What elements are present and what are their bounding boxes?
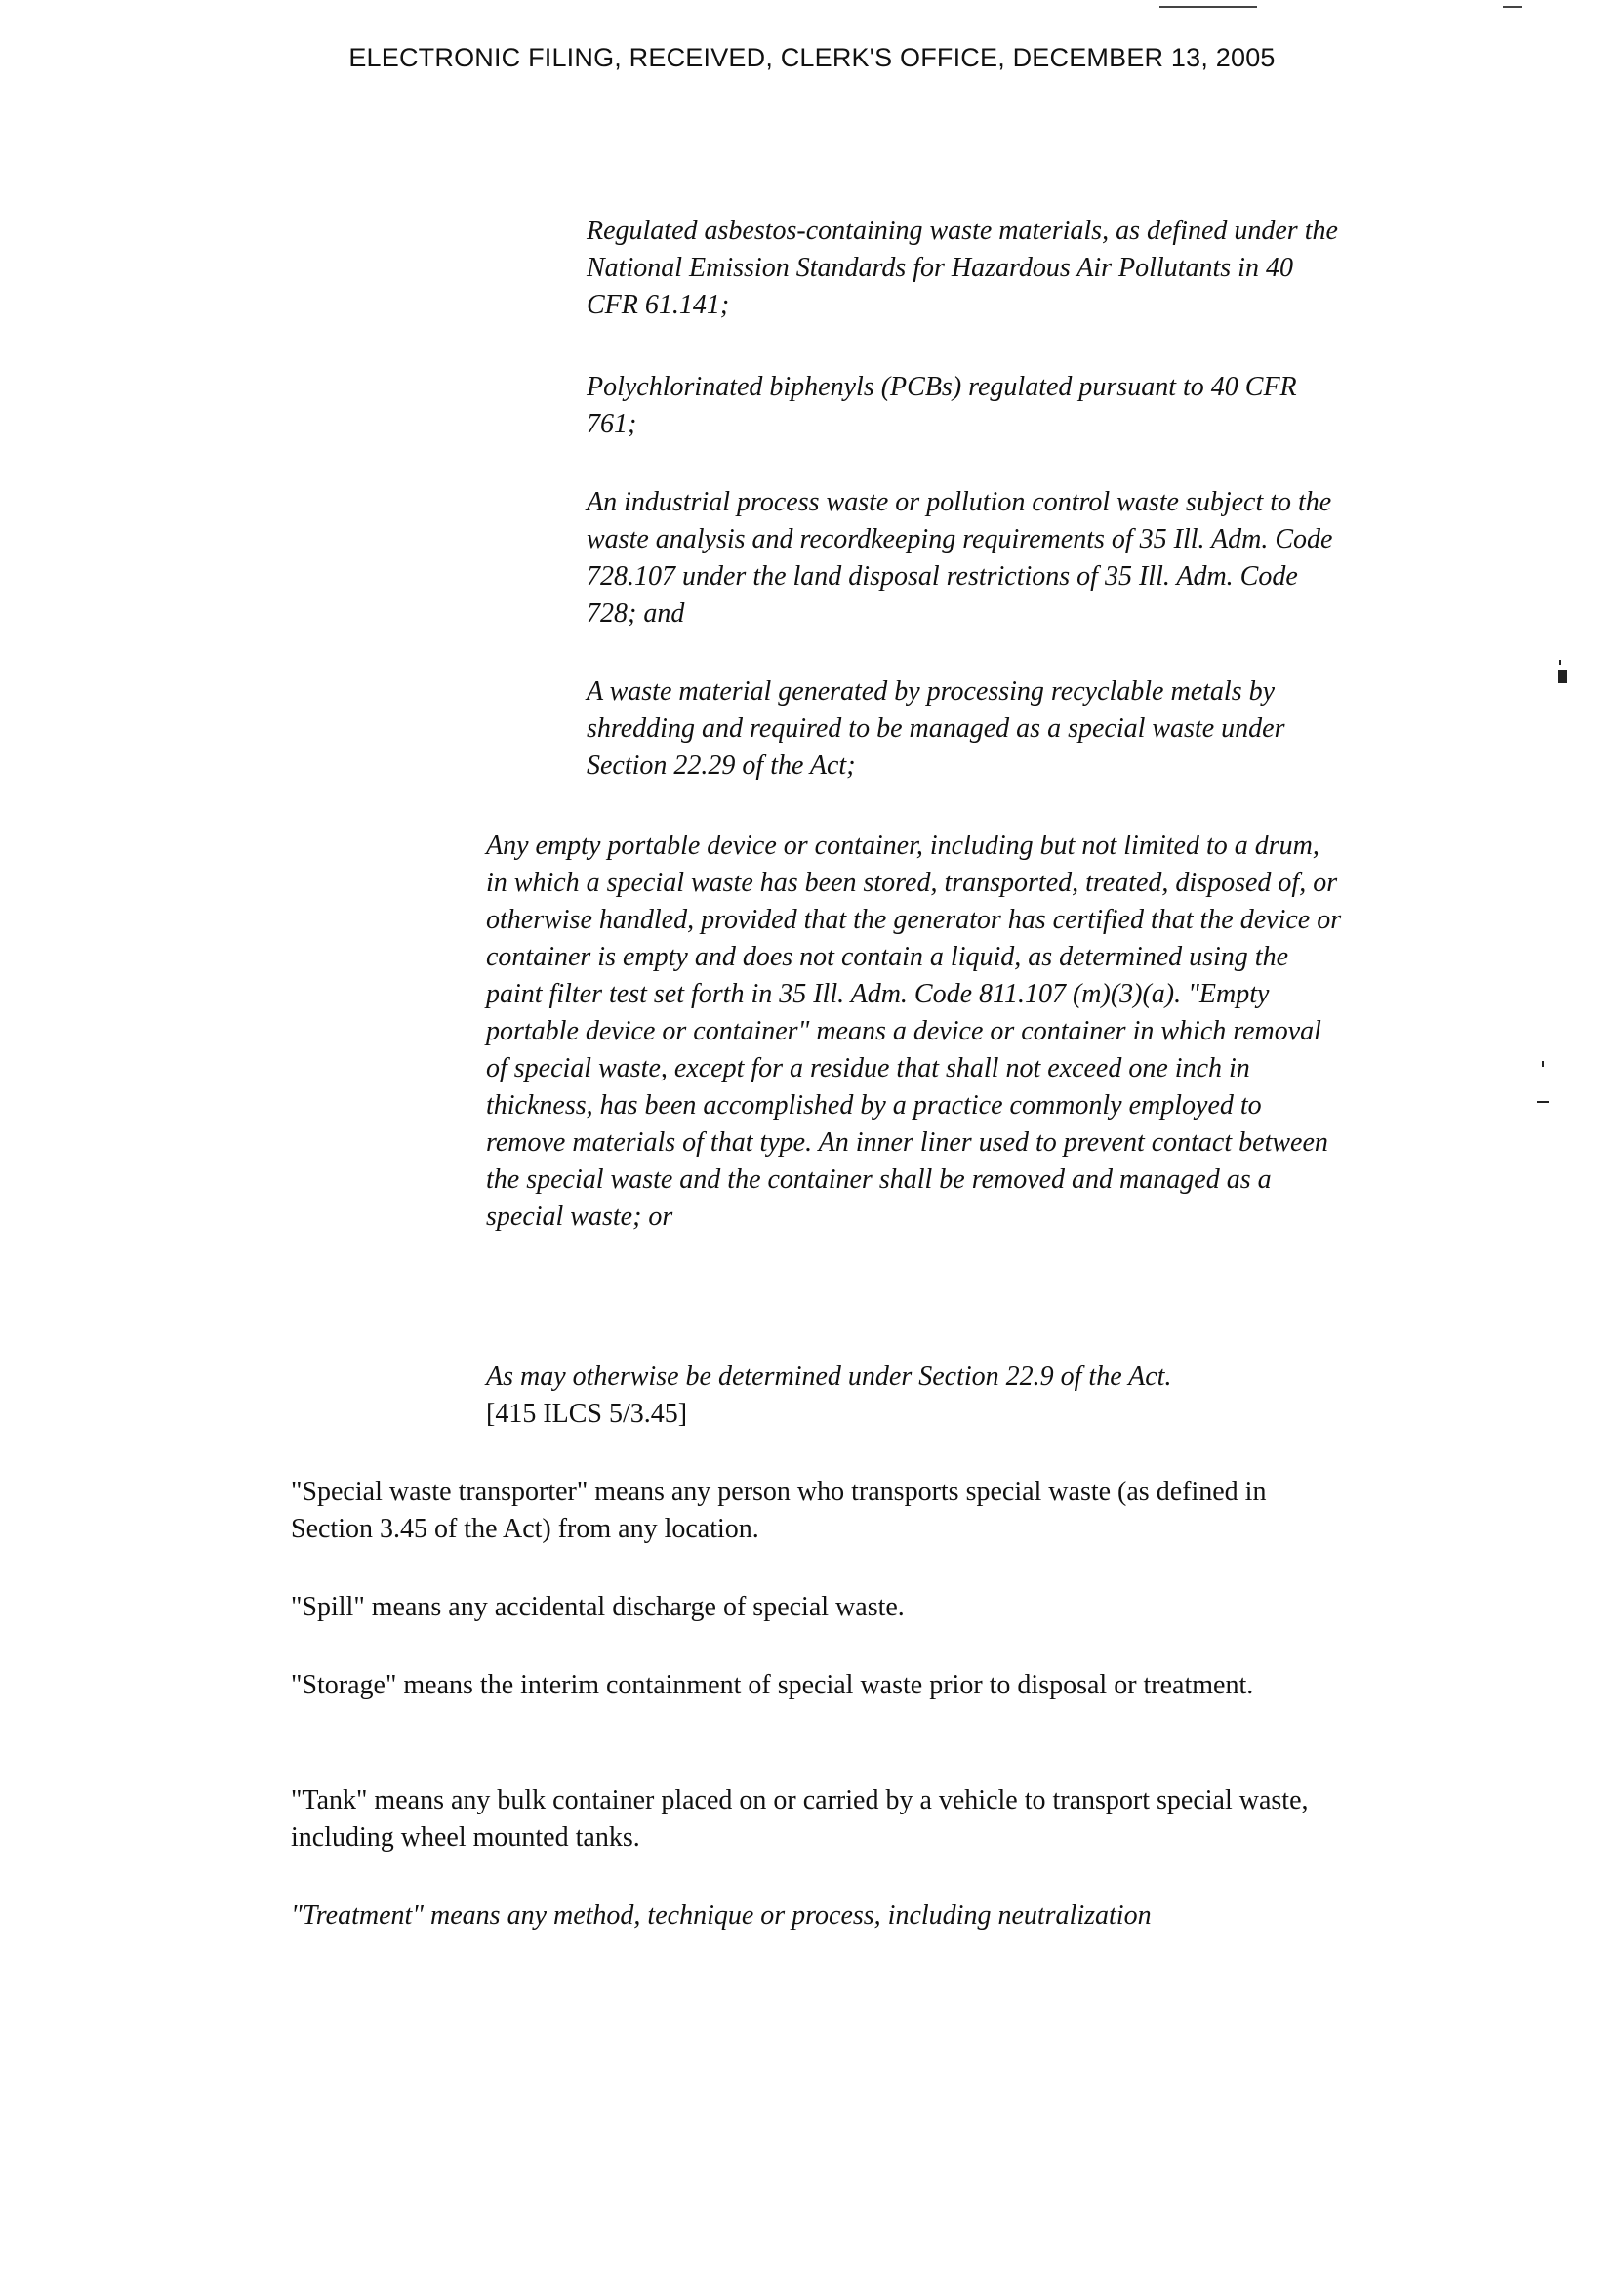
otherwise-determined-text: As may otherwise be determined under Section 22.9 of the Act. xyxy=(486,1362,1172,1392)
definition-special-waste-transporter: "Special waste transporter" means any person who transports special waste (as defined in Section 3.45 of the Act) from any location. xyxy=(291,1477,1267,1544)
definition-tank: "Tank" means any bulk container placed on or carried by a vehicle to transport special waste, including wheel mounted tanks. xyxy=(291,1785,1309,1853)
scan-margin-mark-dot xyxy=(1559,660,1561,665)
filing-header: ELECTRONIC FILING, RECEIVED, CLERK'S OFFICE, DECEMBER 13, 2005 xyxy=(348,43,1276,72)
paragraph-empty-container: Any empty portable device or container, including but not limited to a drum, in which a special waste has been stored, transported, treated, disposed of, or otherwise handled, provided that the generator has certified that the device or container is empty and does not contain a liquid, as determined using the paint filter test set forth in 35 Ill. Adm. Code 811.107 (m)(3)(a). "Empty portable device or container" means a device or container in which removal of special waste, except for a residue that shall not exceed one inch in thickness, has been accomplished by a practice commonly employed to remove materials of that type. An inner liner used to prevent contact between the special waste and the container shall be removed and managed as a special waste; or xyxy=(486,831,1342,1232)
paragraph-otherwise-determined xyxy=(486,1359,1345,1433)
definition-storage: "Storage" means the interim containment of special waste prior to disposal or treatment. xyxy=(291,1670,1254,1700)
definition-spill: "Spill" means any accidental discharge of special waste. xyxy=(291,1592,905,1622)
paragraph-pcbs: Polychlorinated biphenyls (PCBs) regulated pursuant to 40 CFR 761; xyxy=(587,372,1297,439)
definition-treatment: "Treatment" means any method, technique or process, including neutralization xyxy=(291,1900,1152,1931)
scan-margin-mark xyxy=(1558,670,1567,683)
paragraph-industrial-waste: An industrial process waste or pollution control waste subject to the waste analysis and recordkeeping requirements of 35 Ill. Adm. Code 728.107 under the land disposal restrictions of 35 Ill. Adm. Code 728; and xyxy=(587,487,1333,629)
scan-top-line-short xyxy=(1503,6,1522,8)
ilcs-citation: [415 ILCS 5/3.45] xyxy=(486,1399,688,1429)
paragraph-recyclable-metals: A waste material generated by processing recyclable metals by shredding and required to be managed as a special waste under Section 22.29 of the Act; xyxy=(587,676,1285,781)
scan-margin-tick xyxy=(1542,1061,1544,1067)
scan-top-line xyxy=(1159,6,1257,8)
paragraph-asbestos: Regulated asbestos-containing waste materials, as defined under the National Emission Standards for Hazardous Air Pollutants in 40 CFR 61.141; xyxy=(587,216,1338,320)
scan-margin-dash xyxy=(1537,1101,1549,1103)
